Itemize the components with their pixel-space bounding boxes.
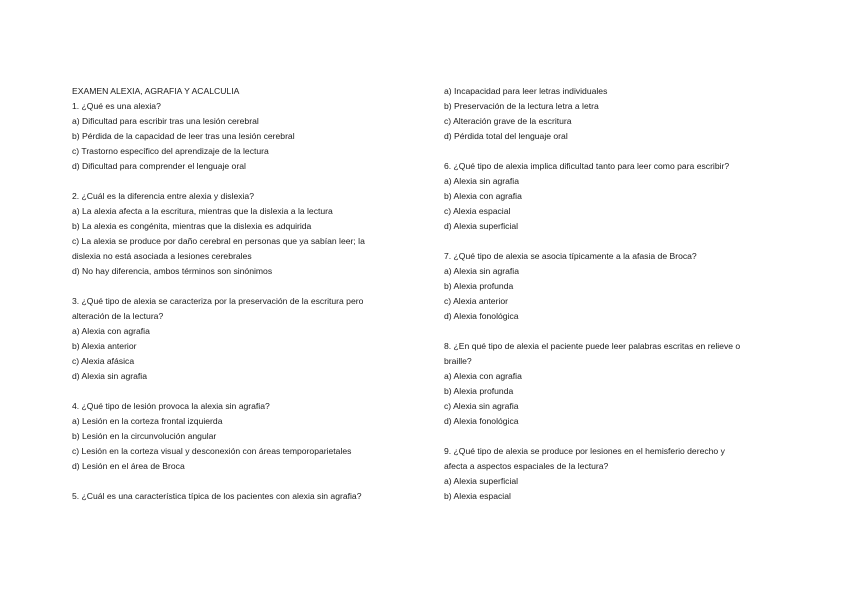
q9-option-a: a) Alexia superficial xyxy=(444,476,519,486)
q4-option-b: b) Lesión en la circunvolución angular xyxy=(72,431,217,441)
q1-option-a: a) Dificultad para escribir tras una lesión cerebral xyxy=(72,116,259,126)
left-column xyxy=(72,84,407,504)
q1-option-d: d) Dificultad para comprender el lenguaje oral xyxy=(72,161,246,171)
question-7: 7. ¿Qué tipo de alexia se asocia típicamente a la afasia de Broca? xyxy=(444,251,697,261)
q3-option-a: a) Alexia con agrafia xyxy=(72,326,150,336)
question-6: 6. ¿Qué tipo de alexia implica dificultad tanto para leer como para escribir? xyxy=(444,161,730,171)
q7-option-b: b) Alexia profunda xyxy=(444,281,514,291)
q4-option-a: a) Lesión en la corteza frontal izquierda xyxy=(72,416,223,426)
q1-option-c: c) Trastorno específico del aprendizaje de la lectura xyxy=(72,146,269,156)
q2-option-d: d) No hay diferencia, ambos términos son sinónimos xyxy=(72,266,273,276)
q8-option-b: b) Alexia profunda xyxy=(444,386,514,396)
q2-option-c-cont: dislexia no está asociada a lesiones cerebrales xyxy=(72,251,252,261)
q3-option-d: d) Alexia sin agrafia xyxy=(72,371,147,381)
question-1: 1. ¿Qué es una alexia? xyxy=(72,101,161,111)
right-column xyxy=(444,84,784,504)
q4-option-d: d) Lesión en el área de Broca xyxy=(72,461,185,471)
spacer xyxy=(72,474,407,489)
spacer xyxy=(72,279,407,294)
q2-option-c: c) La alexia se produce por daño cerebral en personas que ya sabían leer; la xyxy=(72,236,365,246)
question-9-cont: afecta a aspectos espaciales de la lectura? xyxy=(444,461,609,471)
q7-option-a: a) Alexia sin agrafia xyxy=(444,266,519,276)
q3-option-b: b) Alexia anterior xyxy=(72,341,137,351)
question-3: 3. ¿Qué tipo de alexia se caracteriza por la preservación de la escritura pero xyxy=(72,296,364,306)
question-5: 5. ¿Cuál es una característica típica de los pacientes con alexia sin agrafia? xyxy=(72,491,362,501)
q2-option-b: b) La alexia es congénita, mientras que la dislexia es adquirida xyxy=(72,221,312,231)
q6-option-c: c) Alexia espacial xyxy=(444,206,511,216)
q1-option-b: b) Pérdida de la capacidad de leer tras una lesión cerebral xyxy=(72,131,295,141)
q2-option-a: a) La alexia afecta a la escritura, mientras que la dislexia a la lectura xyxy=(72,206,333,216)
spacer xyxy=(444,429,784,444)
q4-option-c: c) Lesión en la corteza visual y desconexión con áreas temporoparietales xyxy=(72,446,352,456)
q8-option-a: a) Alexia con agrafia xyxy=(444,371,522,381)
question-9: 9. ¿Qué tipo de alexia se produce por lesiones en el hemisferio derecho y xyxy=(444,446,725,456)
q6-option-a: a) Alexia sin agrafia xyxy=(444,176,519,186)
spacer xyxy=(444,144,784,159)
q9-option-b: b) Alexia espacial xyxy=(444,491,511,501)
q5-option-a: a) Incapacidad para leer letras individuales xyxy=(444,86,608,96)
question-3-cont: alteración de la lectura? xyxy=(72,311,164,321)
exam-title: EXAMEN ALEXIA, AGRAFIA Y ACALCULIA xyxy=(72,86,240,96)
q7-option-c: c) Alexia anterior xyxy=(444,296,509,306)
question-8-cont: braille? xyxy=(444,356,472,366)
spacer xyxy=(444,234,784,249)
q5-option-d: d) Pérdida total del lenguaje oral xyxy=(444,131,568,141)
q8-option-d: d) Alexia fonológica xyxy=(444,416,519,426)
spacer xyxy=(72,174,407,189)
q8-option-c: c) Alexia sin agrafia xyxy=(444,401,519,411)
q6-option-b: b) Alexia con agrafia xyxy=(444,191,522,201)
question-2: 2. ¿Cuál es la diferencia entre alexia y dislexia? xyxy=(72,191,254,201)
q5-option-b: b) Preservación de la lectura letra a letra xyxy=(444,101,599,111)
question-8: 8. ¿En qué tipo de alexia el paciente puede leer palabras escritas en relieve o xyxy=(444,341,741,351)
q5-option-c: c) Alteración grave de la escritura xyxy=(444,116,572,126)
spacer xyxy=(444,324,784,339)
question-4: 4. ¿Qué tipo de lesión provoca la alexia sin agrafia? xyxy=(72,401,270,411)
q3-option-c: c) Alexia afásica xyxy=(72,356,135,366)
q7-option-d: d) Alexia fonológica xyxy=(444,311,519,321)
spacer xyxy=(72,384,407,399)
q6-option-d: d) Alexia superficial xyxy=(444,221,519,231)
